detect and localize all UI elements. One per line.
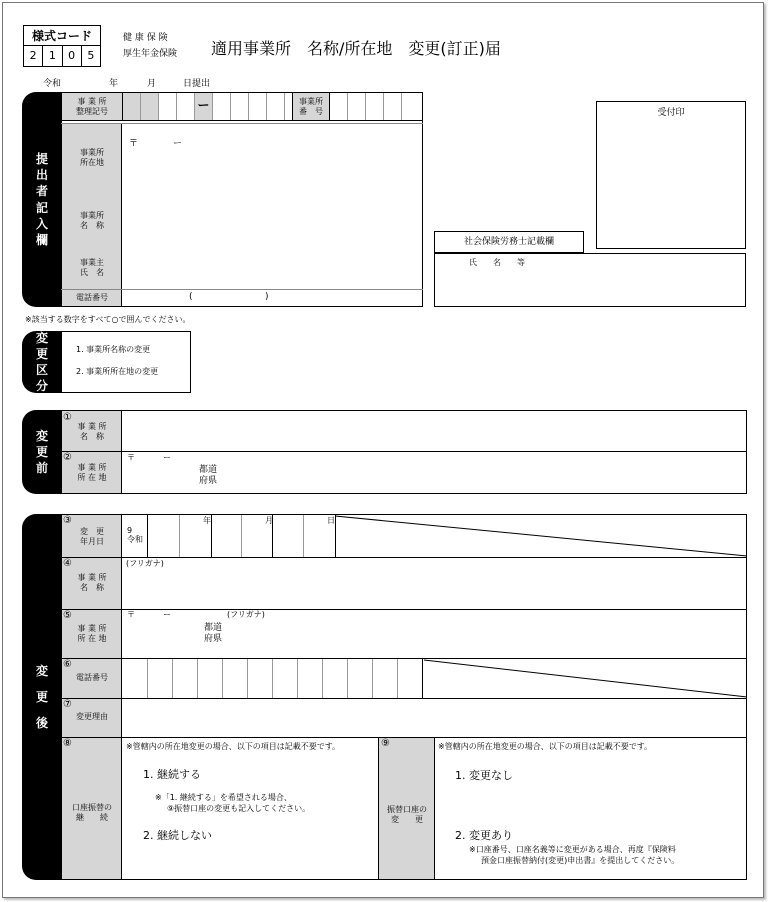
date-strike-diagonal [335,515,747,557]
after-name-input[interactable] [123,558,746,609]
submitter-sidebar: 提 出 者 記 入 欄 [22,92,62,307]
change-type-box [61,331,191,393]
sharoushi-name-label: 氏 名 等 [469,258,525,267]
name-label: 事業所 名 称 [80,211,104,230]
office-no-label: 事業所 番 号 [292,93,330,120]
form-code-digit: 2 [24,46,43,66]
office-no-cells[interactable] [330,93,422,120]
account-option-2-note: ※口座番号、口座名義等に変更がある場合、再度『保険料 預金口座振替納付(変更)申出書』を提出してください。 [469,845,680,865]
before-address-input[interactable] [123,452,746,493]
form-code-digit: 0 [63,46,82,66]
account-option-1[interactable]: 1. 変更なし [455,769,513,782]
phone-label: 電話番号 [76,293,108,302]
after-address-label: 事 業 所 所 在 地 [77,624,107,643]
receipt-label: 受付印 [657,108,685,118]
office-ref-dash: ー [195,93,213,120]
office-name-input[interactable] [123,193,422,248]
after-phone-label: 電話番号 [76,673,108,682]
form-title: 適用事業所 名称/所在地 変更(訂正)届 [211,39,501,58]
year-label: 年 [109,79,119,89]
after-name-label: 事 業 所 名 称 [77,573,107,592]
phone-input[interactable]: ( ) [189,292,269,302]
postal-dash: ー [173,139,183,149]
before-address-label: 事 業 所 所 在 地 [77,463,107,482]
owner-label: 事業主 氏 名 [80,258,104,277]
after-pref-label: 都道 府県 [204,623,223,644]
before-sidebar: 変 更 前 [22,410,62,494]
office-ref-label: 事 業 所 整理記号 [62,93,122,120]
transfer-label: 口座振替の 継 続 [72,803,112,822]
num-2: ② [63,452,72,463]
address-label: 事業所 所在地 [80,148,104,167]
form-page: 様式コード 2 1 0 5 健 康 保 険 厚生年金保険 適用事業所 名称/所在地 変更(訂正)届 令和 年 月 日提出 提 出 者 記 入 欄 事 業 所 整理記号 ー 事業所 番 号 事業所 所在地 〒 ー 事業所 名 称 事業主 氏 名 電話番号 ( ) 受付印 社会保険労務士記載欄 氏 名 等 ※該当する数字をすべて○で囲んでください。 変 更 区 分 1. 事業所名称の変更 2. 事業所所在地の変更 変 更 前 ① 事 業 所 名 称 ② 事 業 所 所 在 地 〒 ー 都道 府県 変 更 後 ③ 変 更 年月日 9 令和 年 月 日 ④ 事 業 所 名 称 (フリガナ) ⑤ 事 業 所 所 在 地 〒 ー (フリガナ) 都道 府県 ⑥ 電話番号 ⑦ 変更理由 ⑧ 口座振替の 継 続 ※管轄内の所在地変更の場合、以下の項目は記載不要です。 1. 継続する ※「1. 継続する」を希望される場合、 ⑨振替口座の変更も記入してください。 2. 継続しない ⑨ 振替口座の 変 更 ※管轄内の所在地変更の場合、以下の項目は記載不要です。 1. 変更なし 2. 変更あり ※口座番号、口座名義等に変更がある場合、再度『保険料 預金口座振替納付(変更)申出書』を提出してください。 [2,2,764,898]
form-code-box [23,25,101,67]
form-code-label: 様式コード [24,26,100,46]
transfer-note: ※管轄内の所在地変更の場合、以下の項目は記載不要です。 [126,742,341,751]
change-type-option-1[interactable]: 1. 事業所名称の変更 [76,345,151,354]
transfer-option-1-note: ※「1. 継続する」を希望される場合、 ⑨振替口座の変更も記入してください。 [155,793,311,813]
after-reason-label: 変更理由 [76,712,108,721]
account-note: ※管轄内の所在地変更の場合、以下の項目は記載不要です。 [438,742,653,751]
form-code-digit: 5 [87,49,95,62]
circle-note: ※該当する数字をすべて○で囲んでください。 [25,315,191,324]
insurance-type-1: 健 康 保 険 [123,33,168,43]
postal-mark: 〒 [129,139,139,149]
after-address-input[interactable] [123,610,746,658]
insurance-type-2: 厚生年金保険 [123,49,178,59]
before-name-input[interactable] [123,411,746,451]
office-ref-cells[interactable] [122,93,292,120]
before-name-label: 事 業 所 名 称 [77,422,107,441]
before-pref-label: 都道 府県 [199,465,218,486]
submit-day-label: 日提出 [183,79,211,89]
after-sidebar: 変 更 後 [22,514,62,880]
change-type-option-2[interactable]: 2. 事業所所在地の変更 [76,367,159,376]
transfer-option-1[interactable]: 1. 継続する [143,768,201,781]
sharoushi-box[interactable] [434,253,746,307]
after-date-input[interactable] [148,515,335,557]
after-reason-input[interactable] [123,699,746,737]
phone-strike-diagonal [424,659,747,698]
owner-name-input[interactable] [123,251,422,287]
after-date-label: 変 更 年月日 [80,527,104,546]
transfer-option-2[interactable]: 2. 継続しない [143,829,212,842]
sharoushi-title: 社会保険労務士記載欄 [434,231,584,253]
address-input[interactable] [123,128,422,188]
change-type-sidebar: 変 更 区 分 [22,331,62,393]
form-code-digit: 1 [43,46,62,66]
account-option-2[interactable]: 2. 変更あり [455,829,513,842]
month-label: 月 [147,79,157,89]
account-label: 振替口座の 変 更 [387,805,427,824]
receipt-stamp-box [596,101,746,249]
after-phone-cells[interactable] [123,659,425,698]
num-1: ① [63,412,72,423]
era-label: 令和 [43,79,62,89]
era-code: 9 令和 [127,526,143,544]
